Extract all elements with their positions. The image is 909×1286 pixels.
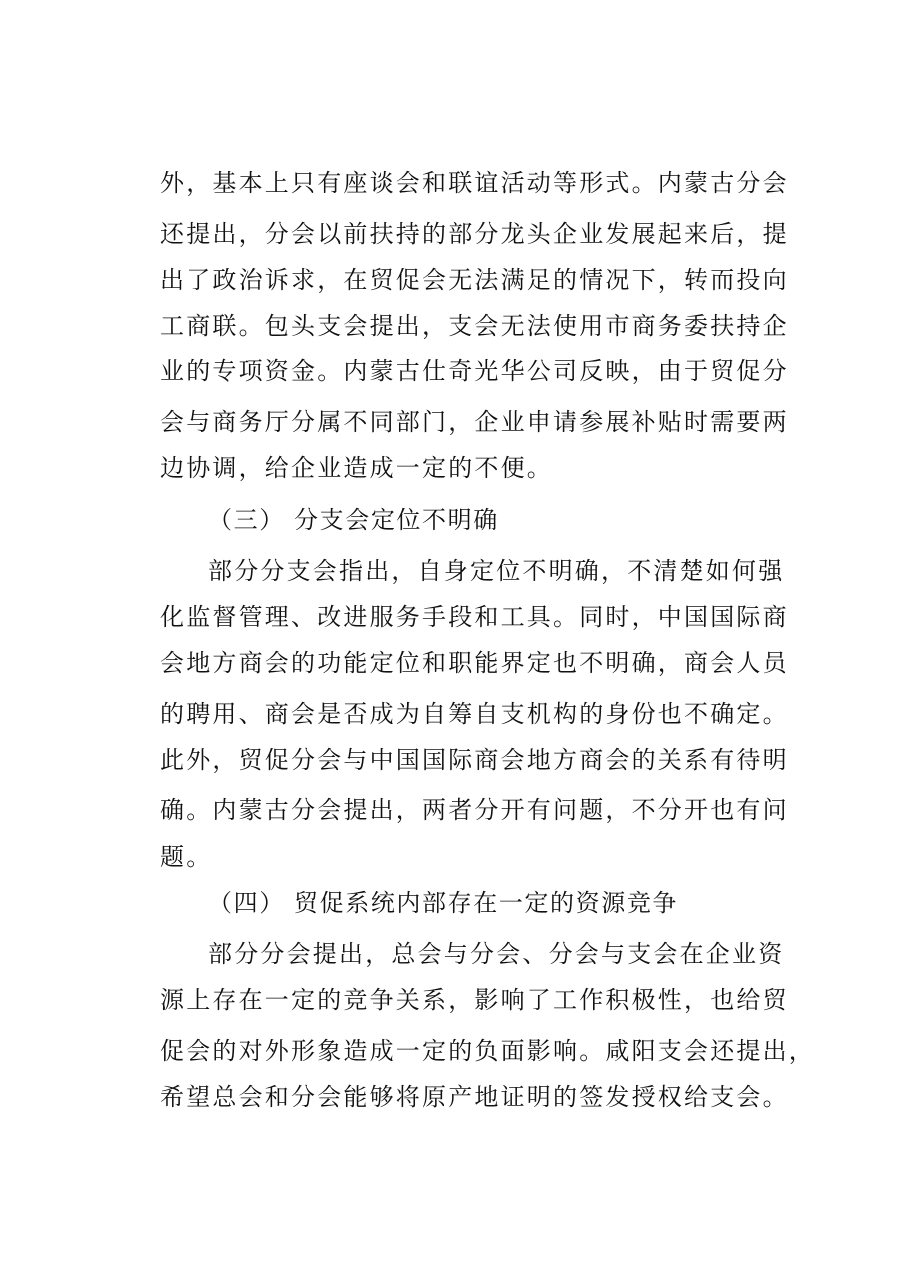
text-line: 业的专项资金。内蒙古仕奇光华公司反映，由于贸促分: [160, 357, 789, 385]
text-line: 确。内蒙古分会提出，两者分开有问题，不分开也有问: [160, 796, 789, 824]
text-line: 会地方商会的功能定位和职能界定也不明确，商会人员: [160, 649, 789, 677]
text-line: 会与商务厅分属不同部门，企业申请参展补贴时需要两: [160, 408, 789, 436]
text-line: 部分分支会指出，自身定位不明确，不清楚如何强: [208, 557, 785, 585]
section-heading: （三） 分支会定位不明确: [208, 506, 499, 534]
text-line: 此外，贸促分会与中国国际商会地方商会的关系有待明: [160, 746, 789, 774]
text-line: 的聘用、商会是否成为自筹自支机构的身份也不确定。: [160, 700, 789, 728]
text-line: 源上存在一定的竞争关系，影响了工作积极性，也给贸: [160, 986, 789, 1014]
text-line: 题。: [160, 843, 213, 871]
text-line: 化监督管理、改进服务手段和工具。同时，中国国际商: [160, 603, 789, 631]
section-heading: （四） 贸促系统内部存在一定的资源竞争: [208, 889, 679, 917]
text-line: 希望总会和分会能够将原产地证明的签发授权给支会。: [160, 1083, 789, 1111]
text-line: 还提出，分会以前扶持的部分龙头企业发展起来后，提: [160, 220, 789, 248]
text-line: 部分分会提出，总会与分会、分会与支会在企业资: [208, 940, 785, 968]
text-line: 出了政治诉求，在贸促会无法满足的情况下，转而投向: [160, 266, 789, 294]
text-line: 工商联。包头支会提出，支会无法使用市商务委扶持企: [160, 312, 789, 340]
text-line: 边协调，给企业造成一定的不便。: [160, 454, 553, 482]
text-line: 促会的对外形象造成一定的负面影响。咸阳支会还提出，: [160, 1037, 815, 1065]
text-line: 外，基本上只有座谈会和联谊活动等形式。内蒙古分会: [160, 169, 789, 197]
